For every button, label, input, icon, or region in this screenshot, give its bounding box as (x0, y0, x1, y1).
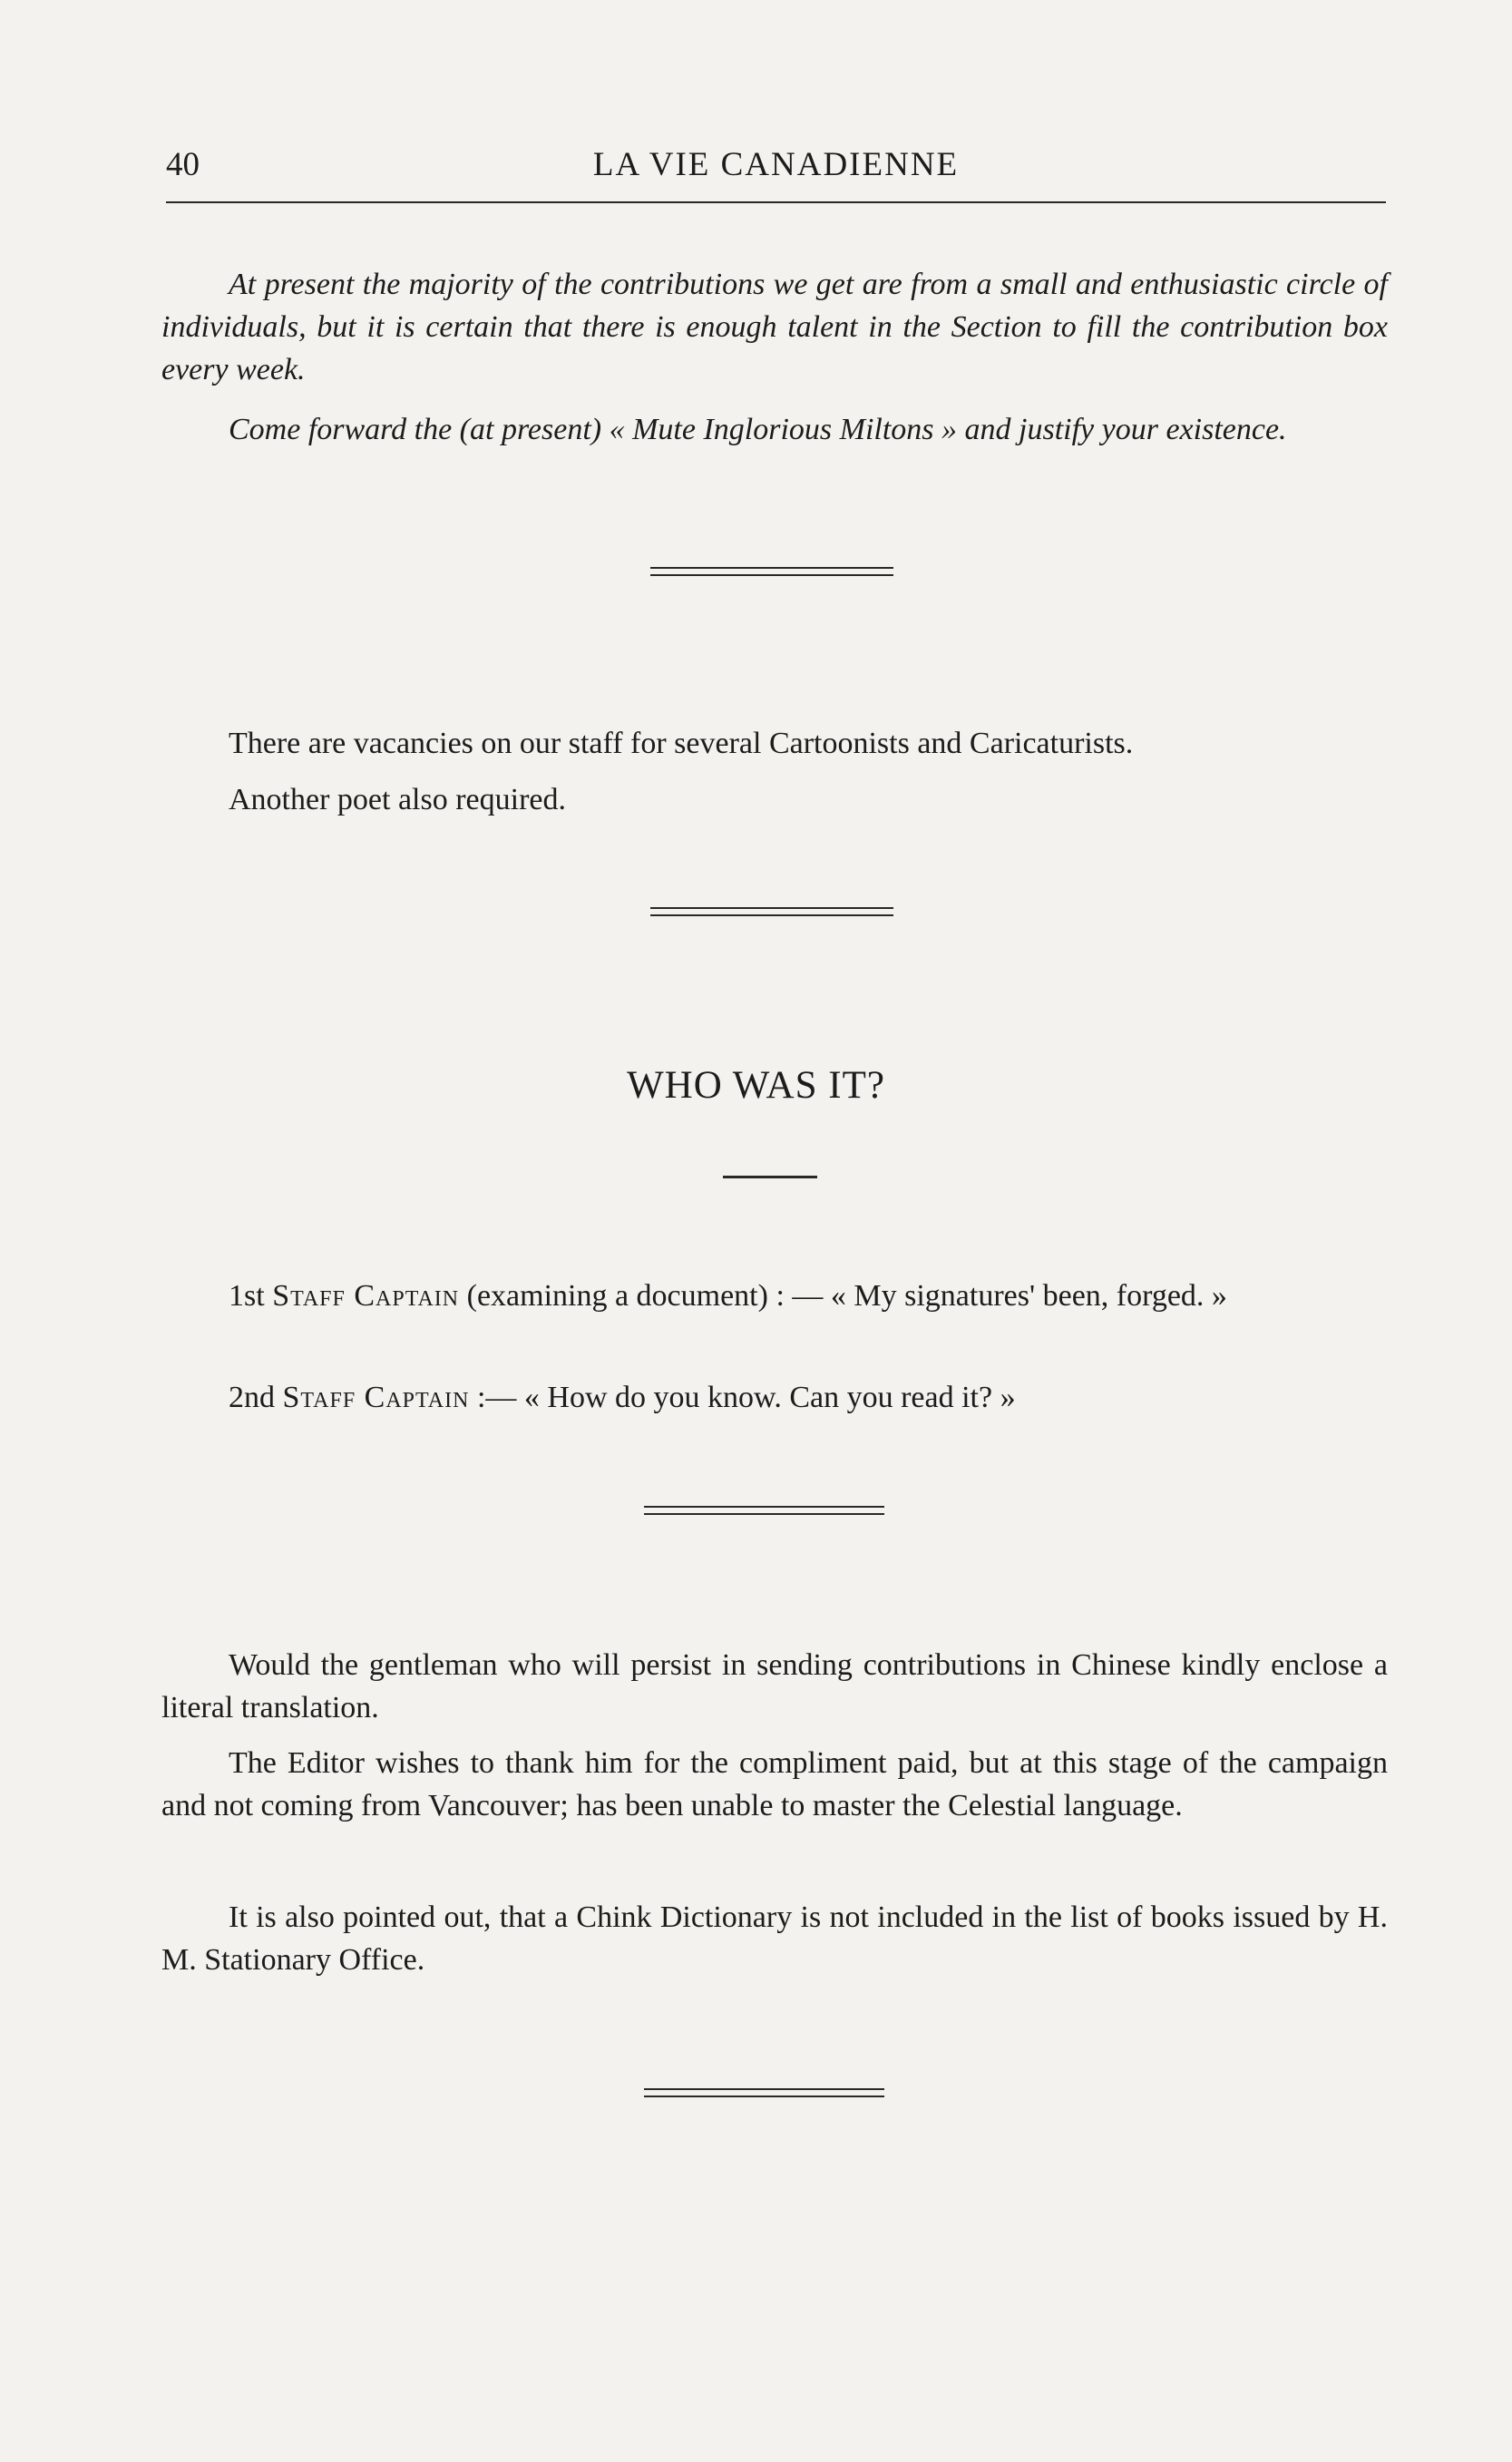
come-forward-paragraph: Come forward the (at present) « Mute Inglorious Miltons » and justify your existence. (229, 413, 1287, 446)
poet-required-line: Another poet also required. (229, 783, 566, 816)
editor-thanks-paragraph: The Editor wishes to thank him for the compliment paid, but at this stage of the campaign and not coming from Vancouver; has been unable to master the Celestial language. (161, 1746, 1388, 1822)
chinese-contributions-paragraph: Would the gentleman who will persist in sending contributions in Chinese kindly enclose a literal translation. (161, 1648, 1388, 1724)
running-title: LA VIE CANADIENNE (592, 146, 960, 183)
speaker-role: Staff Captain (282, 1381, 470, 1414)
section-title: WHO WAS IT? (627, 1064, 885, 1107)
section-divider (644, 1506, 884, 1517)
title-underline (723, 1176, 817, 1178)
contributions-paragraph: At present the majority of the contributions we get are from a small and enthusiastic circle of individuals, but it is certain that there is enough talent in the Section to fill the contribution box every week. (161, 268, 1388, 386)
section-divider (644, 2088, 884, 2099)
speaker-ordinal: 1st (229, 1279, 265, 1313)
dialogue-line-2 (161, 1376, 1388, 1419)
dialogue-text: :— « How do you know. Can you read it? » (476, 1381, 1016, 1414)
speaker-ordinal: 2nd (229, 1381, 275, 1414)
section-divider (650, 567, 893, 578)
speaker-role: Staff Captain (272, 1279, 460, 1313)
dialogue-text: (examining a document) : — « My signatures' been, forged. » (466, 1279, 1227, 1313)
section-divider (650, 907, 893, 918)
header-rule (166, 201, 1386, 203)
vacancies-line: There are vacancies on our staff for several Cartoonists and Caricaturists. (229, 727, 1134, 760)
dictionary-paragraph: It is also pointed out, that a Chink Dictionary is not included in the list of books issued by H. M. Stationary Office. (161, 1900, 1388, 1977)
page-header (166, 138, 1386, 192)
dialogue-line-1 (161, 1275, 1388, 1317)
page-number: 40 (166, 146, 200, 183)
